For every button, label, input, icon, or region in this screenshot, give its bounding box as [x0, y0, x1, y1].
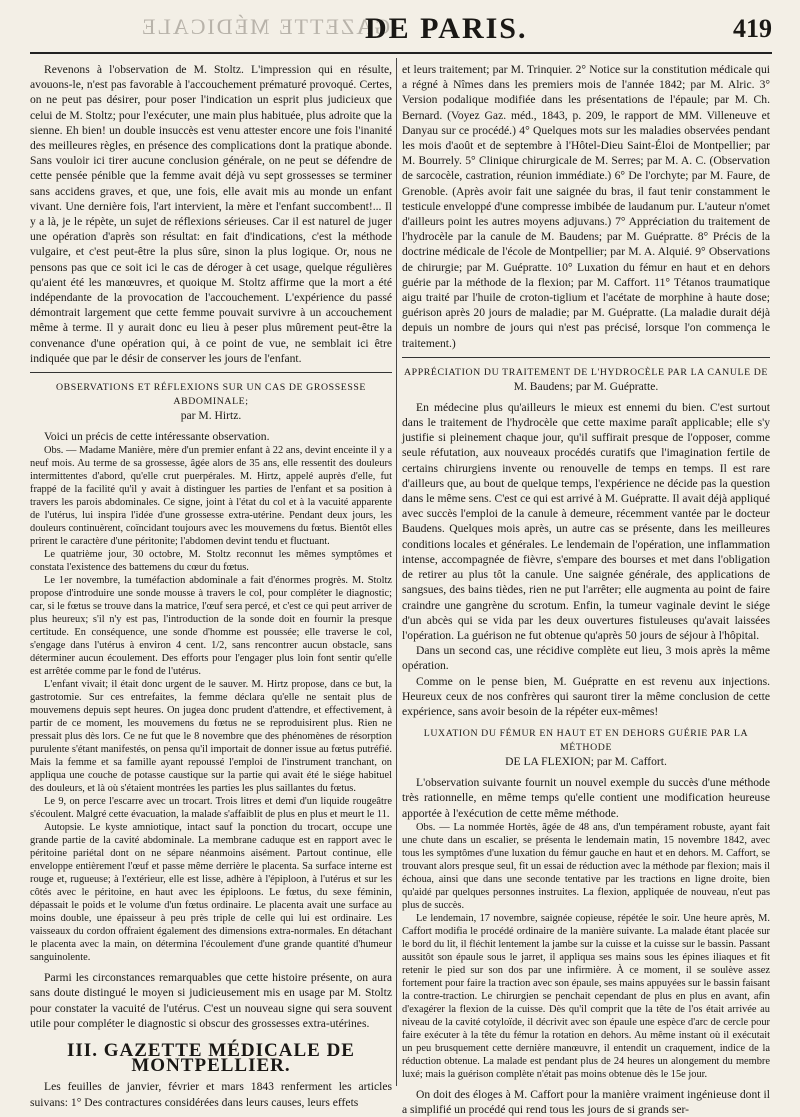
- luxation-paragraph: On doit des éloges à M. Caffort pour la manière vraiment ingénieuse dont il a simplifié un procédé qui rend tous les jours de si grands ser-: [402, 1087, 770, 1116]
- luxation-paragraph: L'observation suivante fournit un nouvel exemple du succès d'une méthode très rationnelle, en même temps qu'elle contient une modification heureuse apportée à l'exécution de cette même méthode.: [402, 776, 770, 820]
- column-divider: [396, 58, 397, 1086]
- observation-paragraph: Le lendemain, 17 novembre, saignée copieuse, répétée le soir. Une heure après, M. Caffort modifia le procédé ordinaire de la manière suivante. La malade étant placée sur le bord du lit, il fléchit lentement la jambe sur la cuisse et la cuisse sur le bassin. Passant aussitôt son épaule sous le jarret, il appliqua ses mains sous les épines iliaques et fit retenir le pied sur son dos par une infirmière. À ce moment, il se soulève assez fortement pour faire la traction avec son épaule, ses mains appuyées sur le bassin faisant la contre-traction. Le chirurgien se penchait cependant de plus en plus en avant, afin d'exagérer la flexion de la cuisse. Dès qu'il comprit que la tête de l'os était arrivée au niveau de la cavité cotyloïde, il décrivit avec son épaule une espèce d'arc de cercle pour faire exécuter à la tête du fémur la rotation en dehors. Au même instant où il exécutait un peu brusquement cette dernière manœuvre, il entendit un craquement, indice de la réduction obtenue. La malade est pendant plus de 24 heures un alongement du membre luxé; mais la guérison complète n'était pas moins obtenue dès le 15e jour.: [402, 912, 770, 1080]
- continuation-paragraph: et leurs traitement; par M. Trinquier. 2° Notice sur la constitution médicale qui a régné à Nîmes dans les premiers mois de l'année 1842; par M. Alric. 3° Version podalique modifiée dans les présentations de l'épaule; par M. Ch. Bernard. (Voyez Gaz. méd., 1843, p. 209, le rapport de MM. Villeneuve et Danyau sur ce procédé.) 4° Quelques mots sur les maladies observées pendant les mois d'août et de septembre à l'Hôtel-Dieu Saint-Éloi de Montpellier; par M. Bourrely. 5° Clinique chirurgicale de M. Serres; par M. A. C. (Observation de sarcocèle, castration, réunion immédiate.) 6° De l'orchyte; par M. Faure, de Grenoble. (Après avoir fait une saignée du bras, il faut tenir constamment le testicule enveloppé d'une compresse imbibée de laudanum pur. L'auteur n'omet d'ailleurs point les autres moyens adjuvans.) 7° Appréciation du traitement de l'hydrocèle par la canule de M. Baudens; par M. Guépratte. 8° Précis de la doctrine médicale de l'école de Montpellier; par M. A. Alquié. 9° Observations de chirurgie; par M. Guépratte. 10° Luxation du fémur en haut et en dehors guérie par la méthode de la flexion; par M. Caffort. 11° Tétanos traumatique aigu traité par l'huile de croton-tiglium et l'acétate de morphine à haute dose; guérison après 20 jours de maladie; par M. Guépratte. (La maladie durait déjà depuis un nombre de jours qui n'est pas précisé, lorsque l'on commença le traitement.): [402, 63, 770, 350]
- section-title: LUXATION DU FÉMUR EN HAUT ET EN DEHORS GUÉRIE PAR LA MÉTHODE: [423, 728, 749, 754]
- observation-paragraph: Le quatrième jour, 30 octobre, M. Stoltz reconnut les mêmes symptômes et constata l'existence des battemens du cœur du fœtus.: [30, 549, 392, 574]
- observation-paragraph: Obs. — Madame Manière, mère d'un premier enfant à 22 ans, devint enceinte il y a neuf mois. Au terme de sa grossesse, âgée alors de 35 ans, elle ressentit des douleurs intermittentes d'abord, qu'elle crut puerpérales. M. Hirtz, appelé auprès d'elle, fut frappé de la facilité qu'il y avait à distinguer les parties de l'enfant et sa position à travers les parois abdominales. Ce signe, joint à l'état du col et à la vacuité apparente de l'utérus, lui inspira l'idée d'une grossesse extra-utérine. Pendant deux jours, les douleurs continuèrent, coïncidant toujours avec les mouvemens du fœtus. Bientôt elles prirent le caractère d'une péritonite; l'abdomen devint tendu et fluctuant.: [30, 445, 392, 548]
- observation-paragraph: Le 1er novembre, la tuméfaction abdominale a fait d'énormes progrès. M. Stoltz propose d'introduire une sonde mousse à travers le col, pour compléter le diagnostic; car, si le fœtus se trouve dans la matrice, l'œuf sera percé, et c'est ce qui peut arriver de plus heureux; s'il n'y est pas, l'introduction de la sonde doit en fournir la presque certitude. En conséquence, une sonde d'homme est poussée; elle traverse le col, s'engage dans l'utérus à environ 4 cent. 1/2, sans rencontrer aucun obstacle, sans déterminer aucun écoulement. Des efforts pour l'engager plus loin font sentir qu'elle est arrêtée comme par le fond de l'utérus.: [30, 575, 392, 678]
- observation-paragraph: L'enfant vivait; il était donc urgent de le sauver. M. Hirtz propose, dans ce but, la gastrotomie. Sur ces entrefaites, la femme déclara qu'elle ne sentait plus de mouvemens depuis sept heures. On jugea donc prudent d'attendre, et effectivement, à partir de ce moment, les mouvemens du fœtus ne se reproduisirent plus. Rien ne pressait plus dès lors. Ce ne fut que le 8 novembre que des phénomènes de résorption purulente s'étant manifestés, on pensa qu'il importait de donner issue au fœtus putréfié. Mais la femme et sa famille ayant repoussé l'emploi de l'instrument tranchant, on appliqua une couche de potasse caustique sur la partie qui avait été le siége habituel des douleurs, et là où s'étaient montrées les parties les plus saillantes du fœtus.: [30, 679, 392, 795]
- mirrored-bleed-text: GAZETTE MÉDICALE: [140, 14, 391, 39]
- observation-paragraph: Obs. — La nommée Hortès, âgée de 48 ans, d'un tempérament robuste, ayant fait une chute dans un escalier, se présenta le lendemain matin, 15 novembre 1842, avec tous les symptômes d'une luxation du fémur gauche en haut et en dehors. M. Caffort, se trouvant alors presque seul, fit un essai de réduction avec la méthode par flexion; mais il échoua, ainsi que dans une seconde tentative par les tractions en ligne droite, bien qu'aidé par quelques personnes instruites. La flexion, appliquée de nouveau, n'eut pas plus de succès.: [402, 821, 770, 911]
- section-heading-hydrocele: [402, 366, 770, 394]
- right-column: [402, 62, 770, 1116]
- section-heading-luxation: [402, 727, 770, 769]
- section-heading-montpellier: III. GAZETTE MÉDICALE DE MONTPELLIER.: [67, 1040, 355, 1077]
- hydrocele-paragraph: Comme on le pense bien, M. Guépratte en est revenu aux injections. Heureux ceux de nos confrères qui sauront tirer la même conclusion de cette expérience, sans avoir besoin de la répéter eux-mêmes!: [402, 674, 770, 718]
- page-header: [30, 0, 772, 54]
- section-author: DE LA FLEXION; par M. Caffort.: [505, 755, 667, 769]
- observation-paragraph: Autopsie. Le kyste amniotique, intact sauf la ponction du trocart, occupe une grande partie de la cavité abdominale. La membrane caduque est en rapport avec le péritoine pariétal dont on ne sépare néanmoins aisément. Partout continue, elle enveloppe entièrement l'œuf et passe même derrière le placenta. Sa surface interne est rouge et, rugueuse; à l'extérieur, elle est lisse, adhère à l'épiploon, à l'utérus et sur les côtés avec le péritoine, en haut avec les épiploons. Le fœtus, du sexe féminin, dépassait le poids et le volume d'un fœtus ordinaire. Le placenta avait une surface au moins double, une épaisseur à peu près triple de celle qui lui est ordinaire. Les vaisseaux du cordon offraient également des dimensions extra-normales. En détachant le placenta avec la main, on détermina l'écoulement d'une grande quantité d'humeur sanguinolente.: [30, 822, 392, 964]
- intro-paragraph: Revenons à l'observation de M. Stoltz. L'impression qui en résulte, avouons-le, n'est pas favorable à l'accouchement prématuré provoqué. Certes, on ne peut pas désirer, pour poser l'indication un esprit plus judicieux que celui de M. Stoltz; pour l'exécuter, une main plus habituée, plus adroite que la sienne. Eh bien! un double insuccès est venu attester encore une fois l'inanité des meilleures règles, en présence des complications dont la pratique abonde. Sans vouloir ici tirer aucune conclusion générale, on ne peut se défendre de cette pensée pénible que la femme avait déjà vu sept grossesses se terminer sans accidens graves, et que, une fois, elle avait mis au monde un enfant vivant. Une dernière fois, l'art intervient, la mère et l'enfant succombent!... Il y a là, je le répète, un sujet de réflexions sérieuses. Car il est naturel de juger une opération d'après son résultat: en fait d'indications, c'est la méthode vulgaire, et c'est peut-être la plus sûre, sinon la plus logique. Or, nous ne pensons pas que ce soit ici le cas de déroger à cet usage, quelque régulières qu'aient été les manœuvres, et quoique M. Stoltz affirme que la mort a été indépendante de la provocation de l'accouchement. L'expérience du passé démontrait largement que cette femme pouvait survivre à un accouchement même à terme. Il y aurait donc eu lieu à peser plus mûrement peut-être la convenance d'une opération qui, à ce point de vue, ne semblait ici être indiquée que par le désir de conserver les jours de l'enfant.: [30, 63, 392, 365]
- observation-paragraph: Le 9, on perce l'escarre avec un trocart. Trois litres et demi d'un liquide rougeâtre s'écoulent. Malgré cette évacuation, la malade s'affaiblit de plus en plus et meurt le 11.: [30, 796, 392, 821]
- page-number: 419: [733, 14, 772, 43]
- observation-block: [30, 444, 392, 964]
- hydrocele-paragraph: Dans un second cas, une récidive complète eut lieu, 3 mois après la même opération.: [402, 644, 770, 673]
- montpellier-paragraph: Les feuilles de janvier, février et mars 1843 renferment les articles suivans: 1° Des contractures considérées dans leurs causes, leurs effets: [30, 1080, 392, 1109]
- hydrocele-paragraph: En médecine plus qu'ailleurs le mieux est ennemi du bien. C'est surtout dans le traitement de l'hydrocèle que cette maxime paraît applicable; elle s'y justifie si pleinement chaque jour, qu'il suffirait presque de l'opposer, comme seule réfutation, aux nouveaux procédés curatifs que l'imagination fertile de certains chirurgiens invente ou renouvelle de temps en temps. Il est rare d'ailleurs que, au bout de quelque temps, l'expérience ne décide pas la question dans le même sens. C'est ce qui est arrivé à M. Guépratte. Il avait déjà appliqué avec succès l'emploi de la canule à demeure, récemment vantée par le docteur Baudens. Quelques mois après, un autre cas se présente, dans les meilleures conditions locales et générales. Le lendemain de l'opération, une inflammation intense, accompagnée de fièvre, s'empare des bourses et met dans l'obligation de retirer au plus tôt la canule. Une saignée générale, des applications de sangsues, des bains tièdes, rien ne put l'arrêter; elle augmenta au point de faire craindre une gangrène du scrotum. Enfin, la tumeur vaginale devint le siége d'un abcès qui se vida par les deux ouvertures fistuleuses qu'avait laissées l'opération. La guérison ne fut obtenue qu'après 50 jours de séjour à l'hôpital.: [402, 400, 770, 642]
- section-title: APPRÉCIATION DU TRAITEMENT DE L'HYDROCÈLE PAR LA CANULE DE: [403, 366, 769, 378]
- section-heading-grossesse: [30, 381, 392, 423]
- section-author: M. Baudens; par M. Guépratte.: [513, 379, 659, 393]
- section-rule: [30, 372, 392, 373]
- section-rule: [402, 357, 770, 358]
- left-column: [30, 62, 392, 1109]
- closing-paragraph: Parmi les circonstances remarquables que cette histoire présente, on aura sans doute distingué le moyen si judicieusement mis en usage par M. Stoltz pour constater la vacuité de l'utérus. C'est un nouveau signe qui sera souvent utile pour compléter le diagnostic si obscur des grossesses extra-utérines.: [30, 971, 392, 1030]
- section-lead: Voici un précis de cette intéressante observation.: [44, 430, 270, 444]
- section-author: par M. Hirtz.: [180, 409, 242, 423]
- journal-title: DE PARIS.: [365, 12, 528, 45]
- section-title: OBSERVATIONS ET RÉFLEXIONS SUR UN CAS DE GROSSESSE ABDOMINALE;: [55, 382, 367, 408]
- observation-block: [402, 821, 770, 1081]
